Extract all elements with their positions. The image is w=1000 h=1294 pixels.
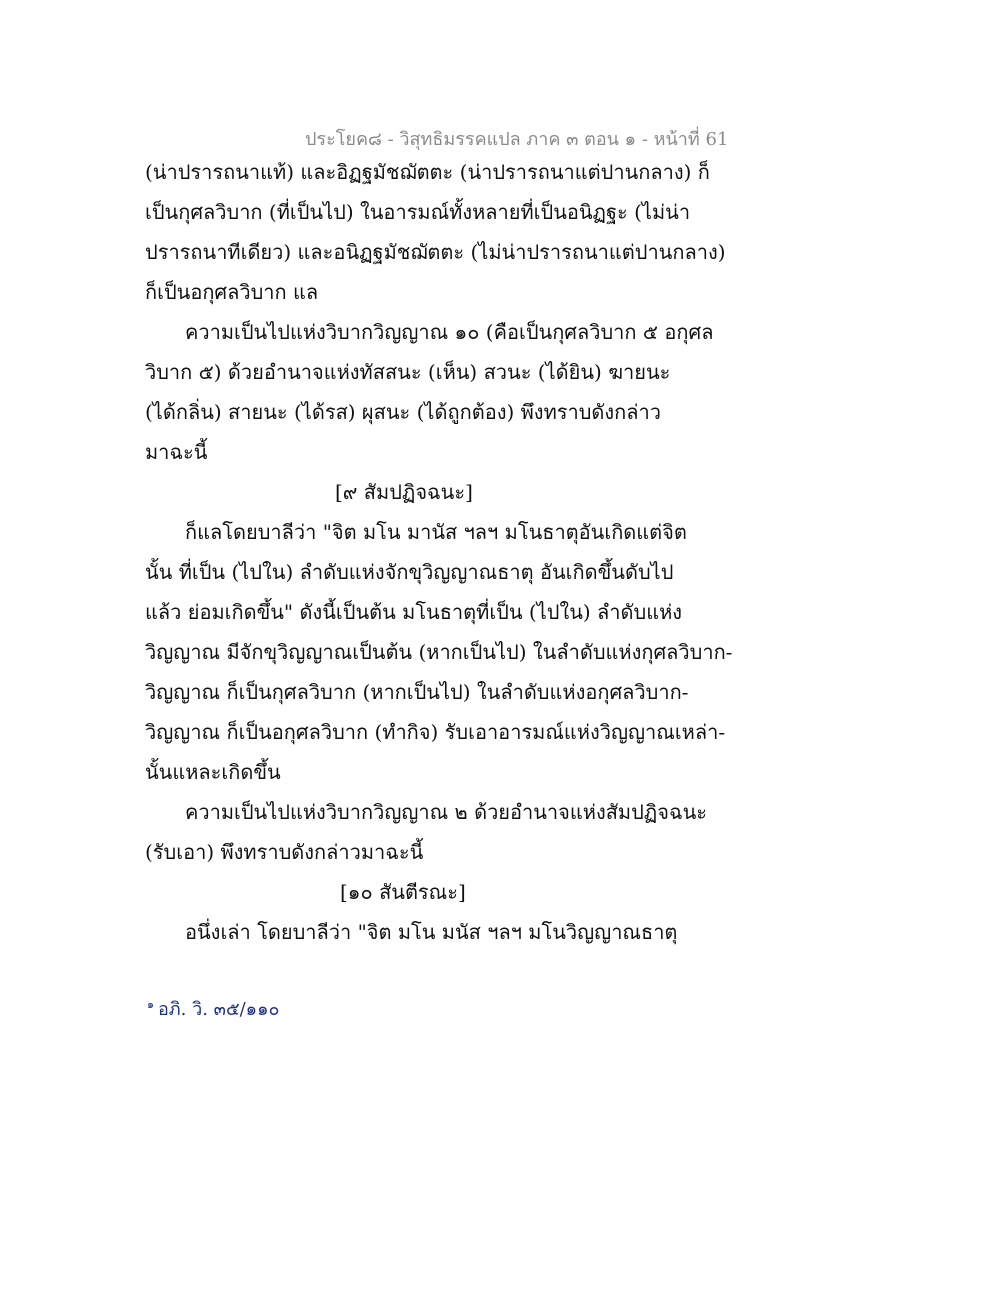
text-line: แล้ว ย่อมเกิดขึ้น" ดังนี้เป็นต้น มโนธาตุที่เป็น (ไปใน) ลำดับแห่ง [145,600,683,624]
text-line: (ได้กลิ่น) สายนะ (ได้รส) ผุสนะ (ได้ถูกต้อง) พึงทราบดังกล่าว [145,400,662,424]
section-heading-santirana: [๑๐ สันตีรณะ] [340,880,466,904]
text-line: (รับเอา) พึงทราบดังกล่าวมาฉะนี้ [145,840,424,864]
footnote-text: อภิ. วิ. ๓๕/๑๑๐ [157,999,280,1020]
text-line: มาฉะนี้ [145,440,208,464]
paragraph-start-line: ก็แลโดยบาลีว่า "จิต มโน มานัส ฯลฯ มโนธาตุอันเกิดแต่จิต [185,520,687,544]
text-line: นั้นแหละเกิดขึ้น [145,760,281,784]
section-heading-sampaticchana: [๙ สัมปฏิจฉนะ] [335,480,473,504]
text-line: นั้น ที่เป็น (ไปใน) ลำดับแห่งจักขุวิญญาณธาตุ อันเกิดขึ้นดับไป [145,560,674,584]
paragraph-start-line: ความเป็นไปแห่งวิบากวิญญาณ ๑๐ (คือเป็นกุศลวิบาก ๕ อกุศล [185,320,714,344]
paragraph-start-line: อนึ่งเล่า โดยบาลีว่า "จิต มโน มนัส ฯลฯ มโนวิญญาณธาตุ [185,920,678,944]
text-line: วิบาก ๕) ด้วยอำนาจแห่งทัสสนะ (เห็น) สวนะ (ได้ยิน) ฆายนะ [145,360,671,384]
footnote [147,994,279,1023]
text-line: ปรารถนาทีเดียว) และอนิฏฐมัชฌัตตะ (ไม่น่าปรารถนาแต่ปานกลาง) [145,240,726,264]
text-line: ก็เป็นอกุศลวิบาก แล [145,280,319,304]
footnote-mark: ๑ [147,998,154,1011]
text-line: (น่าปรารถนาแท้) และอิฏฐมัชฌัตตะ (น่าปรารถนาแต่ปานกลาง) ก็ [145,160,710,184]
text-line: วิญญาณ ก็เป็นกุศลวิบาก (หากเป็นไป) ในลำดับแห่งอกุศลวิบาก- [145,680,689,704]
paragraph-start-line: ความเป็นไปแห่งวิบากวิญญาณ ๒ ด้วยอำนาจแห่งสัมปฏิจฉนะ [185,800,707,824]
body-text [145,152,733,952]
text-line: เป็นกุศลวิบาก (ที่เป็นไป) ในอารมณ์ทั้งหลายที่เป็นอนิฏฐะ (ไม่น่า [145,200,691,224]
text-line: วิญญาณ มีจักขุวิญญาณเป็นต้น (หากเป็นไป) ในลำดับแห่งกุศลวิบาก- [145,640,733,664]
text-line: วิญญาณ ก็เป็นอกุศลวิบาก (ทำกิจ) รับเอาอารมณ์แห่งวิญญาณเหล่า- [145,720,726,744]
running-header: ประโยค๘ - วิสุทธิมรรคแปล ภาค ๓ ตอน ๑ - หน้าที่ 61 [305,129,729,150]
